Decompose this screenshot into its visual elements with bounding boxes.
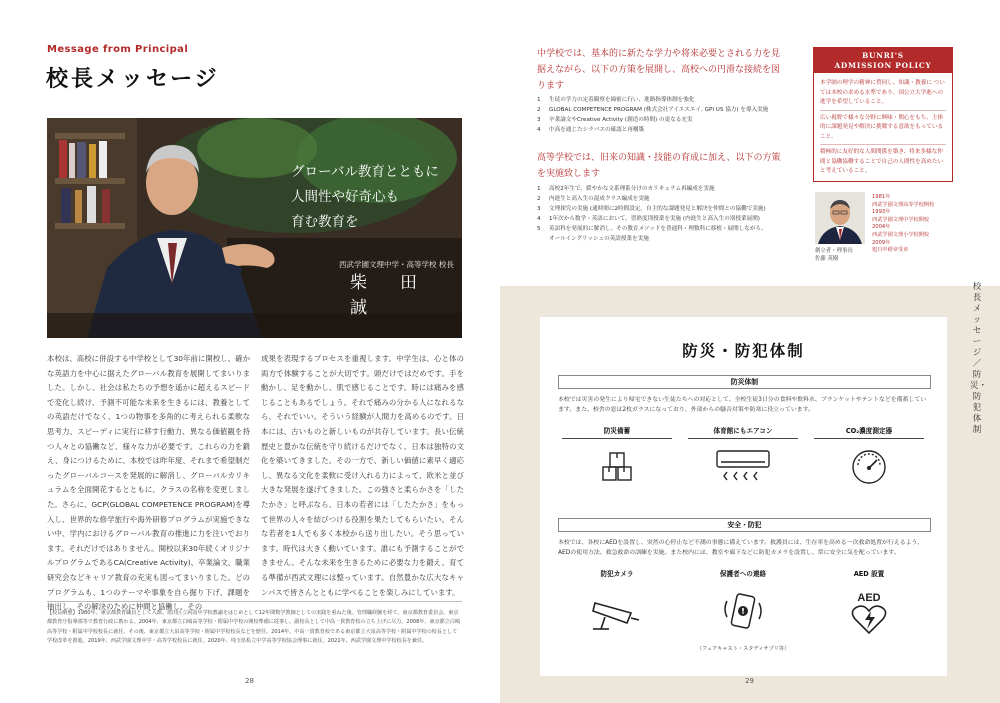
card-title: 防災・防犯体制 [682,342,805,360]
principal-position: 西武学園文理中学・高等学校 校長 [339,260,454,269]
air-conditioner-icon [713,447,773,487]
catch-line: グローバル教育とともに [291,164,439,180]
item-aed: AED 設置 AED [814,568,924,637]
vertical-section-label: 校長メッセージ／防災・防犯体制 [970,282,988,435]
message-column-2: 成果を表現するプロセスを重視します。中学生は、心と体の両方で体験することが大切です。頭だけではだめです。手を動かし、足を動かし、肌で感じることです。時には痛みを感じることもあるでしょう。それで痛みの分かる人になれるなら、それでいい。そういう経験が人間力を高めるのです。日本には、古いものと新しいものが共存しています。長い伝統歴史と豊かな伝統を守り続けるだけでなく、日本は独特の文化を築いてきました。その一方で、新しい価値に素早く適応し、異なる文化を柔軟に受け入れる力によって、欧米と並び大きな発展を遂げてきました。この強さと柔らかさを「したたかさ」と呼ぶなら、日本の若者には「したたかさ」をもって世界の人々を結びつける役割を果たしてもらいたい。そんな若者を1人でも多く本校から送り出したい。そう思っています。時代は大きく動いています。誰にも予測することができません。そんな未来を生きるために必要な力を鍛え、育てる準備が西武文理には整っています。自然豊かな広大なキャンパスで皆さんとともに学べることを楽しみにしています。 [261,354,464,597]
section-desc-security: 本校では、各校にAEDを設置し、突然の心停止など不測の事態に備えています。救護員には、生存率を高める一次救命処置が行えるよう、AEDの使用方法、救急救命の訓練を実施。また校内には、教室や廊下などに防犯カメラを設置し、常に安全に気を配っています。 [558,540,924,556]
list-item: 4 中高を通じたシラバスの確認と再構築 [537,127,645,133]
phone-alert-icon [719,589,767,637]
list-item: 3 卒業論文やCreative Activity (創造の時間) の更なる充実 [537,117,693,123]
list-item: 1 高校2年生で、緩やかな文系理系分けのカリキュラム再編成を実施 [537,186,715,192]
catch-line: 育む教育を [291,214,359,230]
policy-item: 積極的に友好的な人間関係を築き、将来多様な仲間と協働協働することで自己の人間性を高めたいと考えていること。 [820,149,944,174]
list-item: 4 1年次から数学・英語において、習熟度別授業を実施 (内進生と高入生の別授業展開) [537,216,760,222]
section-bar-security: 安全・防犯 [558,518,931,532]
founder-career: 1981年 西武学園文理高等学校開校 1993年 西武学園文理中学校開校 2004年 西武学園文理小学校開校 2009年 旭日中綬章受章 [872,194,935,254]
parent-contact-note: （フェアキャスト・スタディサプリ等） [696,646,790,652]
boxes-icon [597,447,637,487]
security-camera-icon [587,589,647,637]
safety-card [540,317,947,676]
page-title: 校長メッセージ [46,67,220,92]
admission-policy-title: BUNRI'S ADMISSION POLICY [814,48,952,73]
list-item: 1 生徒の学力の定着観察を綿密に行い、進路指導体制を強化 [537,97,695,103]
list-item: 2 GLOBAL COMPETENCE PROGRAM (株式会社アイエスエイ, GPI US 協力) を導入実施 [537,107,769,113]
policy-item: 広い視野で様々な分野に興味・関心をもち、主体的に課題発見や解決に挑戦する意欲をもっていること。 [820,111,946,146]
list-item: 3 文理探究の実施 (通時間に2時間設定。自主的な課題発見と解決を仲間との協働で実施) [537,206,766,212]
item-security-camera: 防犯カメラ [562,568,672,637]
catch-line: 人間性や好奇心も [291,189,399,205]
junior-high-heading: 中学校では、基本的に新たな学力や将来必要とされる力を見据えながら、以下の方策を展開し、高校への円滑な接続を図ります [537,49,781,91]
aed-heart-icon [845,589,893,637]
gauge-icon [849,447,889,487]
high-school-list [537,184,799,244]
section-desc-disaster: 本校では災害の発生により帰宅できない生徒たちへの対応として、全校生徒3日分の食料や飲料水、ブランケットやテントなどを備蓄しています。また、校舎の窓は2枚ガラスになっており、外部からの騒音対策や防寒に役立っています。 [558,397,927,413]
policy-item: 本学園の理学の精神に賛同し、知識・教養に ついては本校の求める水準であり、国公立大学進への進学を希望していること。 [820,76,946,111]
high-school-heading: 高等学校では、旧来の知識・技能の育成に加え、以下の方策を実施致します [537,153,781,179]
item-co2-meter: CO₂濃度測定器 [814,425,924,487]
list-item: 2 内進生と高入生の混成クラス編成を実施 [537,196,650,202]
list-item: 5 英語科を発展的に解消し、その教育メソッドを普通科・理数科に移植・展開しながら、 [537,226,767,232]
admission-policy-box [813,47,953,182]
message-column-1: 本校は、高校に併設する中学校として30年前に開校し、確かな英語力を中心に据えたグローバル教育を展開してまいりました。しかし、社会は私たちの予想を遥かに超えるスピードで変化し続け、予測不可能な未来を生きるには、教養としての英語だけでなく、1つの物事を多角的に考えられる柔軟な思考力、スピーディに実行に移す行動力、異なる価値観を持つ人々との協働など、様々な力が必要です。これらの力を鍛え、身につけるために、本校では昨年度、それまで希望制だったグローバルコースを発展的に解消し、グローバルカリキュラムを全面開花するとともに、クラスの名称を変更しました。さらに、GCP(GLOBAL COMPETENCE PROGRAM)を導入し、世界的な修学旅行や海外研修プログラムが実施できない中、学内におけるグローバル教育の推進に力を注いでおります。それだけではありません。開校以来30年続くオリジナルプログラムであるCA(Creative Activity)、卒業論文、職業研究会などキャリア教育の充実も図ってまいりました。どのプログラムも、1つのテーマや事象を自ら掘り下げ、課題を抽出し、その解決のために仲間と協働し、その [47,354,251,612]
principal-name: 柴 田 誠 [350,273,450,318]
item-disaster-stock: 防災備蓄 [562,425,672,487]
catch-copy [291,160,461,235]
founder-caption: 創立者・理事長 佐藤 英樹 [815,248,853,262]
eyebrow-label: Message from Principal [47,44,189,55]
item-gym-aircon: 体育館にもエアコン [688,425,798,487]
item-parent-contact: 保護者への連絡 [688,568,798,637]
junior-high-list [537,95,799,135]
page-number: 28 [245,677,254,685]
section-bar-disaster: 防災体制 [558,375,931,389]
founder-photo [815,192,865,244]
page-number: 29 [745,677,754,685]
principal-photo [47,118,462,338]
aed-label: AED [857,592,881,604]
list-item: オールイングリッシュの英語授業を実施 [549,236,649,242]
principal-career: 【校長略歴】1980年、東京都教育職員として入都。墨田区立両国中学校教諭をはじめとして12年間数学教師としての実践を重ねた後、管理職経験を経て、東京都教育委員会、東京都教育庁指導部等で教育行政に携わる。2004年、東京都立白鴎高等学校・附属中学校の開校準備に従事し、副校長として中高一貫教育校の立ち上げに尽力。2008年、東京都立白鴎高等学校・附属中学校校長に就任。その後、東京都立大泉高等学校・附属中学校校長などを歴任。2014年、中高一貫教育校である東京都立大泉高等学校・附属中学校の校長として学校改革を推進。2019年、西武学園文理中学・高等学校校長に就任。2020年、埼玉県私立中学高等学校協会理事に就任。2021年、西武学園文理中学校校長を兼任。 [47,601,462,647]
